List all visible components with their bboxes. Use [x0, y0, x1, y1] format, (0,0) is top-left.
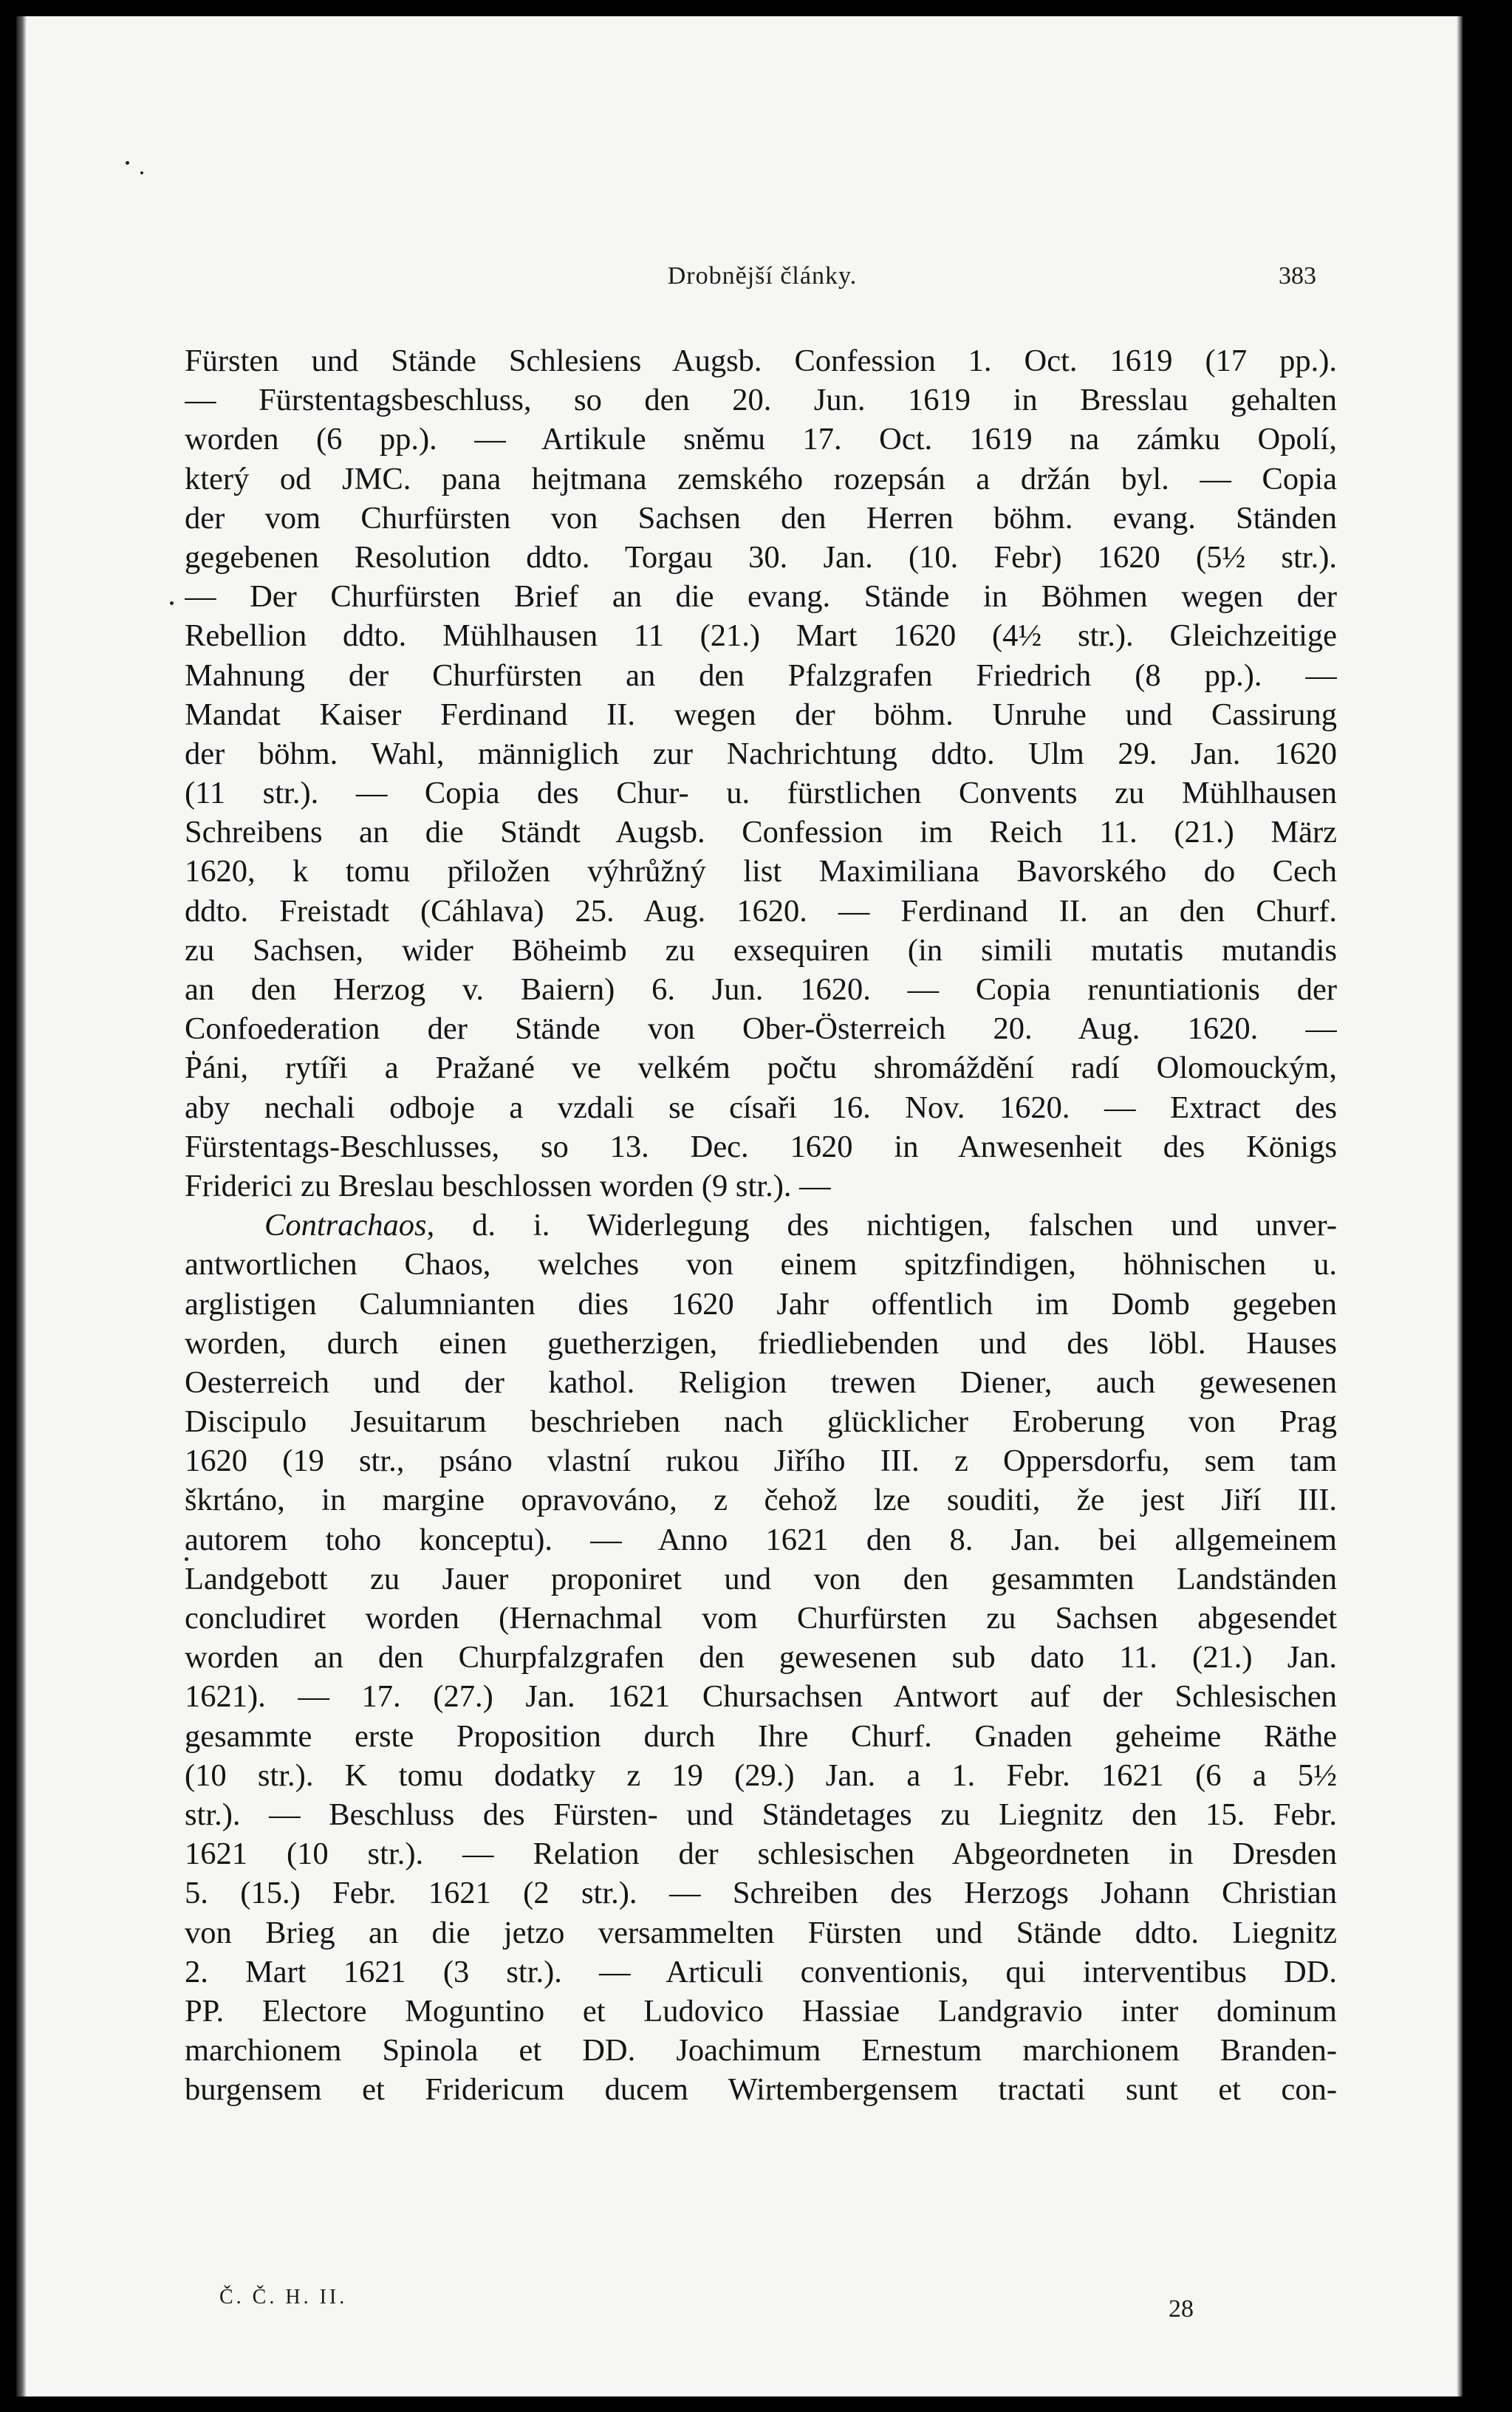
text-line: str.). — Beschluss des Fürsten- und Ständetages zu Liegnitz den 15. Febr.: [185, 1797, 1337, 1832]
text-line: ddto. Freistadt (Cáhlava) 25. Aug. 1620. — Ferdinand II. an den Churf.: [185, 893, 1337, 929]
italic-line: Contrachaos, d. i. Widerlegung des nichtigen, falschen und unver-: [264, 1208, 1337, 1243]
text-line: PP. Electore Moguntino et Ludovico Hassiae Landgravio inter dominum: [185, 1993, 1337, 2029]
text-line: gesammte erste Proposition durch Ihre Churf. Gnaden geheime Räthe: [185, 1718, 1337, 1754]
text-line: arglistigen Calumnianten dies 1620 Jahr offentlich im Domb gegeben: [185, 1286, 1337, 1322]
scan-speck: [140, 171, 143, 174]
scan-shadow-right: [1457, 16, 1463, 2396]
body-text: [185, 341, 1337, 2109]
text-line: der vom Churfürsten von Sachsen den Herren böhm. evang. Ständen: [185, 500, 1337, 536]
text-line: Friderici zu Breslau beschlossen worden (9 str.). —: [185, 1168, 831, 1203]
text-line: Fürsten und Stände Schlesiens Augsb. Confession 1. Oct. 1619 (17 pp.).: [185, 344, 1337, 378]
text-line: Schreibens an die Ständt Augsb. Confession im Reich 11. (21.) März: [185, 815, 1337, 850]
text-line: gegebenen Resolution ddto. Torgau 30. Jan. (10. Febr) 1620 (5½ str.).: [185, 539, 1337, 575]
text-line: antwortlichen Chaos, welches von einem spitzfindigen, höhnischen u.: [185, 1247, 1337, 1282]
page-number: 383: [1279, 262, 1316, 290]
text-line: Rebellion ddto. Mühlhausen 11 (21.) Mart 1620 (4½ str.). Gleichzeitige: [185, 618, 1337, 654]
italic-term: Contrachaos: [264, 1208, 427, 1243]
text-line: concludiret worden (Hernachmal vom Churfürsten zu Sachsen abgesendet: [185, 1601, 1337, 1636]
text-line: 1620 (19 str., psáno vlastní rukou Jiřího III. z Oppersdorfu, sem tam: [185, 1444, 1337, 1479]
text-line: worden (6 pp.). — Artikule sněmu 17. Oct. 1619 na zámku Opolí,: [185, 422, 1337, 457]
text-line: marchionem Spinola et DD. Joachimum Ernestum marchionem Branden-: [185, 2033, 1337, 2068]
text-line: 1621 (10 str.). — Relation der schlesischen Abgeordneten in Dresden: [185, 1837, 1337, 1872]
text-line: aby nechali odboje a vzdali se císaři 16. Nov. 1620. — Extract des: [185, 1090, 1337, 1125]
text-line: Fürstentags-Beschlusses, so 13. Dec. 1620 in Anwesenheit des Königs: [185, 1129, 1337, 1164]
scan-speck: [126, 161, 129, 165]
text-line: [185, 1206, 1337, 1245]
text-line: Mahnung der Churfürsten an den Pfalzgrafen Friedrich (8 pp.). —: [185, 657, 1337, 693]
text-line: — Der Churfürsten Brief an die evang. Stände in Böhmen wegen der: [185, 579, 1337, 615]
running-title: Drobnější články.: [667, 262, 858, 290]
scanned-page: [16, 16, 1463, 2396]
text-line: zu Sachsen, wider Böheimb zu exsequiren (in simili mutatis mutandis: [185, 932, 1337, 968]
text-line: worden an den Churpfalzgrafen den gewesenen sub dato 11. (21.) Jan.: [185, 1640, 1337, 1675]
signature-mark: Č. Č. H. II.: [219, 2286, 348, 2309]
text-line: von Brieg an die jetzo versammelten Fürsten und Stände ddto. Liegnitz: [185, 1915, 1337, 1950]
text-line: 1620, k tomu přiložen výhrůžný list Maximiliana Bavorského do Cech: [185, 854, 1337, 889]
text-line: Landgebott zu Jauer proponiret und von den gesammten Landständen: [185, 1561, 1337, 1596]
text-line: Discipulo Jesuitarum beschrieben nach glücklicher Eroberung von Prag: [185, 1404, 1337, 1440]
scan-speck: [170, 601, 174, 605]
text-line: Mandat Kaiser Ferdinand II. wegen der böhm. Unruhe und Cassirung: [185, 697, 1337, 732]
text-line: Confoederation der Stände von Ober-Österreich 20. Aug. 1620. —: [185, 1011, 1337, 1047]
text-line: burgensem et Fridericum ducem Wirtembergensem tractati sunt et con-: [185, 2072, 1337, 2108]
text-line: 1621). — 17. (27.) Jan. 1621 Chursachsen Antwort auf der Schlesischen: [185, 1679, 1337, 1715]
text-line: Oesterreich und der kathol. Religion trewen Diener, auch gewesenen: [185, 1364, 1337, 1400]
text-line: (10 str.). K tomu dodatky z 19 (29.) Jan. a 1. Febr. 1621 (6 a 5½: [185, 1757, 1337, 1793]
text-line: an den Herzog v. Baiern) 6. Jun. 1620. — Copia renuntiationis der: [185, 972, 1337, 1007]
text-line: škrtáno, in margine opravováno, z čehož lze souditi, že jest Jiří III.: [185, 1483, 1337, 1518]
text-line: autorem toho konceptu). — Anno 1621 den 8. Jan. bei allgemeinem: [185, 1522, 1337, 1557]
sheet-number: 28: [1169, 2295, 1194, 2323]
running-head: [186, 262, 1338, 307]
text-line: worden, durch einen guetherzigen, friedliebenden und des löbl. Hauses: [185, 1325, 1337, 1361]
scan-shadow-left: [16, 16, 27, 2396]
text-line: 2. Mart 1621 (3 str.). — Articuli conventionis, qui interventibus DD.: [185, 1954, 1337, 1989]
text-line: — Fürstentagsbeschluss, so den 20. Jun. 1619 in Bresslau gehalten: [185, 383, 1337, 418]
text-line: Páni, rytíři a Pražané ve velkém počtu shromáždění radí Olomouckým,: [185, 1050, 1337, 1086]
text-line: (11 str.). — Copia des Chur- u. fürstlichen Convents zu Mühlhausen: [185, 776, 1337, 811]
text-line: který od JMC. pana hejtmana zemského rozepsán a držán byl. — Copia: [185, 461, 1337, 496]
text-line: der böhm. Wahl, männiglich zur Nachrichtung ddto. Ulm 29. Jan. 1620: [185, 736, 1337, 771]
text-line: 5. (15.) Febr. 1621 (2 str.). — Schreiben des Herzogs Johann Christian: [185, 1876, 1337, 1911]
